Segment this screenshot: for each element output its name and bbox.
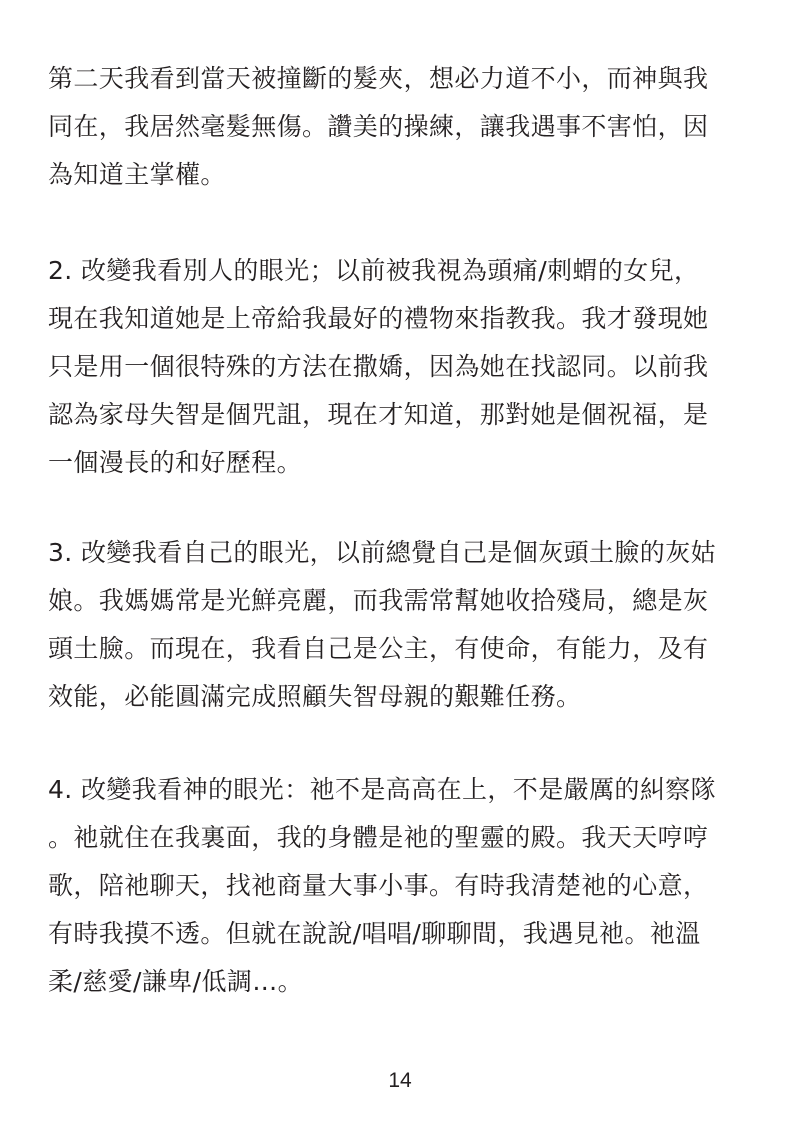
- paragraph-point-3: [48, 529, 758, 721]
- text-line: 只是用一個很特殊的方法在撒嬌，因為她在找認同。以前我: [48, 352, 709, 381]
- text-line: 認為家母失智是個咒詛，現在才知道，那對她是個祝福，是: [48, 400, 709, 429]
- text-line: 柔/慈愛/謙卑/低調…。: [48, 967, 304, 996]
- page-number: 14: [388, 1069, 412, 1092]
- paragraph-praise-testimony: [48, 55, 758, 199]
- text-line: 頭土臉。而現在，我看自己是公主，有使命，有能力，及有: [48, 634, 709, 663]
- paragraph-point-2: [48, 247, 758, 487]
- text-line: 有時我摸不透。但就在說說/唱唱/聊聊間，我遇見祂。祂溫: [48, 919, 701, 948]
- text-line: 4. 改變我看神的眼光：祂不是高高在上，不是嚴厲的糾察隊: [48, 775, 717, 804]
- text-line: 現在我知道她是上帝給我最好的禮物來指教我。我才發現她: [48, 304, 709, 333]
- text-line: 歌，陪祂聊天，找祂商量大事小事。有時我清楚祂的心意，: [48, 871, 709, 900]
- text-line: 娘。我媽媽常是光鮮亮麗，而我需常幫她收拾殘局，總是灰: [48, 586, 709, 615]
- text-line: 第二天我看到當天被撞斷的髮夾，想必力道不小，而神與我: [48, 64, 709, 93]
- text-line: 同在，我居然毫髮無傷。讚美的操練，讓我遇事不害怕，因: [48, 112, 709, 141]
- text-line: 。祂就住在我裏面，我的身體是祂的聖靈的殿。我天天哼哼: [48, 823, 709, 852]
- text-line: 2. 改變我看別人的眼光；以前被我視為頭痛/刺蝟的女兒，: [48, 256, 700, 285]
- text-line: 為知道主掌權。: [48, 160, 226, 189]
- text-line: 一個漫長的和好歷程。: [48, 448, 303, 477]
- text-line: 效能，必能圓滿完成照顧失智母親的艱難任務。: [48, 682, 582, 711]
- paragraph-point-4: [48, 766, 758, 1006]
- text-line: 3. 改變我看自己的眼光，以前總覺自己是個灰頭土臉的灰姑: [48, 538, 717, 567]
